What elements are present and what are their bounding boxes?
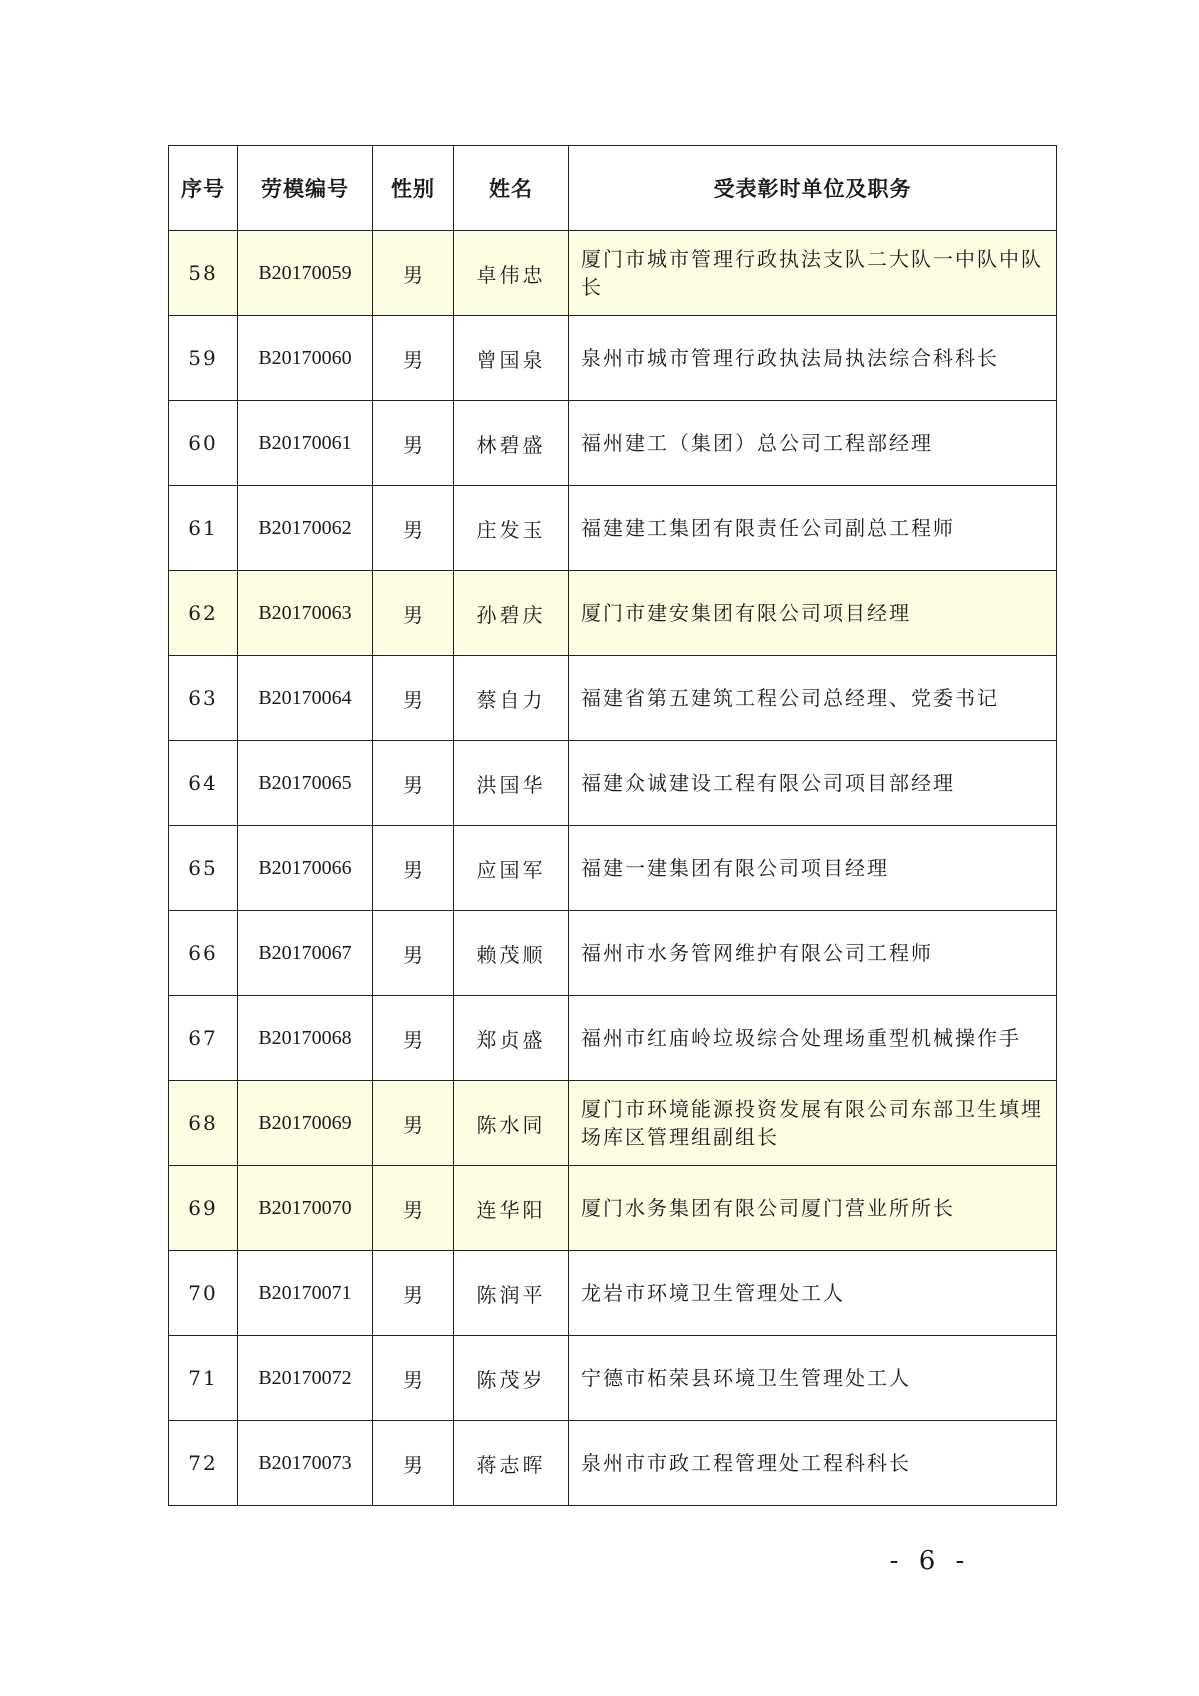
header-name: 姓名 xyxy=(454,146,569,231)
cell-gender: 男 xyxy=(373,1081,454,1166)
cell-code: B20170060 xyxy=(238,316,373,401)
table-row xyxy=(169,231,1057,316)
cell-name: 赖茂顺 xyxy=(454,911,569,996)
header-seq: 序号 xyxy=(169,146,238,231)
cell-gender: 男 xyxy=(373,741,454,826)
table-row xyxy=(169,656,1057,741)
table-row xyxy=(169,826,1057,911)
table-row xyxy=(169,996,1057,1081)
cell-unit: 福建建工集团有限责任公司副总工程师 xyxy=(569,486,1057,571)
cell-unit: 厦门市城市管理行政执法支队二大队一中队中队长 xyxy=(569,231,1057,316)
cell-seq: 61 xyxy=(169,486,238,571)
cell-seq: 62 xyxy=(169,571,238,656)
cell-code: B20170072 xyxy=(238,1336,373,1421)
cell-gender: 男 xyxy=(373,486,454,571)
cell-gender: 男 xyxy=(373,1421,454,1506)
table-row xyxy=(169,1421,1057,1506)
cell-unit: 厦门市建安集团有限公司项目经理 xyxy=(569,571,1057,656)
cell-gender: 男 xyxy=(373,656,454,741)
cell-name: 曾国泉 xyxy=(454,316,569,401)
cell-gender: 男 xyxy=(373,231,454,316)
cell-seq: 67 xyxy=(169,996,238,1081)
cell-unit: 厦门水务集团有限公司厦门营业所所长 xyxy=(569,1166,1057,1251)
honor-table xyxy=(168,145,1057,1506)
table-body xyxy=(169,231,1057,1506)
cell-name: 林碧盛 xyxy=(454,401,569,486)
cell-unit: 福建省第五建筑工程公司总经理、党委书记 xyxy=(569,656,1057,741)
cell-unit: 福州建工（集团）总公司工程部经理 xyxy=(569,401,1057,486)
cell-seq: 66 xyxy=(169,911,238,996)
cell-seq: 65 xyxy=(169,826,238,911)
header-unit: 受表彰时单位及职务 xyxy=(569,146,1057,231)
cell-code: B20170065 xyxy=(238,741,373,826)
cell-seq: 70 xyxy=(169,1251,238,1336)
cell-unit: 福州市红庙岭垃圾综合处理场重型机械操作手 xyxy=(569,996,1057,1081)
table-row xyxy=(169,401,1057,486)
cell-name: 孙碧庆 xyxy=(454,571,569,656)
cell-code: B20170064 xyxy=(238,656,373,741)
table-row xyxy=(169,1166,1057,1251)
cell-gender: 男 xyxy=(373,996,454,1081)
table-row xyxy=(169,1251,1057,1336)
cell-name: 郑贞盛 xyxy=(454,996,569,1081)
cell-name: 应国军 xyxy=(454,826,569,911)
cell-unit: 福州市水务管网维护有限公司工程师 xyxy=(569,911,1057,996)
cell-code: B20170068 xyxy=(238,996,373,1081)
cell-unit: 福建众诚建设工程有限公司项目部经理 xyxy=(569,741,1057,826)
cell-gender: 男 xyxy=(373,571,454,656)
cell-code: B20170063 xyxy=(238,571,373,656)
cell-seq: 71 xyxy=(169,1336,238,1421)
cell-code: B20170073 xyxy=(238,1421,373,1506)
cell-gender: 男 xyxy=(373,401,454,486)
cell-seq: 58 xyxy=(169,231,238,316)
cell-name: 洪国华 xyxy=(454,741,569,826)
cell-name: 蒋志晖 xyxy=(454,1421,569,1506)
cell-gender: 男 xyxy=(373,911,454,996)
cell-seq: 72 xyxy=(169,1421,238,1506)
cell-seq: 60 xyxy=(169,401,238,486)
header-code: 劳模编号 xyxy=(238,146,373,231)
cell-unit: 泉州市城市管理行政执法局执法综合科科长 xyxy=(569,316,1057,401)
cell-gender: 男 xyxy=(373,1166,454,1251)
cell-code: B20170061 xyxy=(238,401,373,486)
cell-seq: 68 xyxy=(169,1081,238,1166)
cell-gender: 男 xyxy=(373,1336,454,1421)
cell-code: B20170059 xyxy=(238,231,373,316)
cell-name: 蔡自力 xyxy=(454,656,569,741)
cell-name: 陈润平 xyxy=(454,1251,569,1336)
cell-unit: 宁德市柘荣县环境卫生管理处工人 xyxy=(569,1336,1057,1421)
page-number: - 6 - xyxy=(889,1546,971,1576)
cell-unit: 泉州市市政工程管理处工程科科长 xyxy=(569,1421,1057,1506)
cell-name: 卓伟忠 xyxy=(454,231,569,316)
table-row xyxy=(169,486,1057,571)
table-row xyxy=(169,911,1057,996)
cell-code: B20170069 xyxy=(238,1081,373,1166)
cell-gender: 男 xyxy=(373,1251,454,1336)
cell-name: 连华阳 xyxy=(454,1166,569,1251)
table-row xyxy=(169,1336,1057,1421)
table-row xyxy=(169,1081,1057,1166)
cell-unit: 厦门市环境能源投资发展有限公司东部卫生填埋场库区管理组副组长 xyxy=(569,1081,1057,1166)
table-row xyxy=(169,741,1057,826)
cell-code: B20170062 xyxy=(238,486,373,571)
cell-code: B20170066 xyxy=(238,826,373,911)
cell-unit: 福建一建集团有限公司项目经理 xyxy=(569,826,1057,911)
cell-name: 陈茂岁 xyxy=(454,1336,569,1421)
cell-name: 庄发玉 xyxy=(454,486,569,571)
cell-code: B20170067 xyxy=(238,911,373,996)
cell-gender: 男 xyxy=(373,316,454,401)
table-row xyxy=(169,316,1057,401)
cell-name: 陈水同 xyxy=(454,1081,569,1166)
cell-unit: 龙岩市环境卫生管理处工人 xyxy=(569,1251,1057,1336)
cell-seq: 59 xyxy=(169,316,238,401)
cell-seq: 69 xyxy=(169,1166,238,1251)
table-row xyxy=(169,571,1057,656)
cell-gender: 男 xyxy=(373,826,454,911)
table-header-row xyxy=(169,146,1057,231)
cell-code: B20170071 xyxy=(238,1251,373,1336)
cell-seq: 63 xyxy=(169,656,238,741)
cell-seq: 64 xyxy=(169,741,238,826)
header-gender: 性别 xyxy=(373,146,454,231)
cell-code: B20170070 xyxy=(238,1166,373,1251)
